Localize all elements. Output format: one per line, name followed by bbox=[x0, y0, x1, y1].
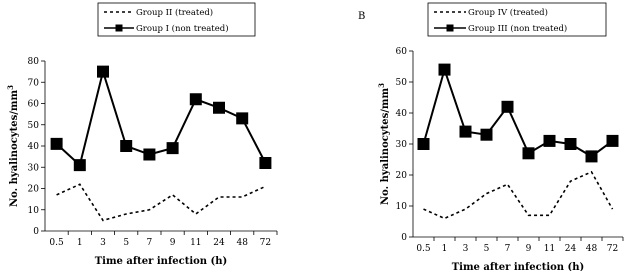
series-line-non-treated bbox=[57, 72, 266, 166]
legend-label: Group III (non treated) bbox=[468, 24, 568, 34]
y-tick-label: 80 bbox=[27, 57, 39, 67]
legend-label: Group IV (treated) bbox=[468, 8, 548, 18]
data-point-square bbox=[607, 135, 619, 147]
series-layer bbox=[418, 64, 619, 219]
data-point-square bbox=[418, 138, 430, 150]
data-point-square bbox=[259, 157, 271, 169]
x-tick-label: 72 bbox=[606, 244, 619, 254]
y-ticks bbox=[28, 57, 45, 237]
y-tick-label: 30 bbox=[27, 163, 39, 174]
x-tick-label: 7 bbox=[146, 238, 153, 248]
panel-label: B bbox=[358, 11, 366, 22]
data-point-square bbox=[120, 140, 132, 152]
series-line-treated bbox=[424, 172, 613, 219]
x-tick-label: 1 bbox=[76, 238, 83, 248]
y-tick-label: 40 bbox=[27, 142, 39, 152]
data-point-square bbox=[190, 93, 202, 105]
y-tick-label: 10 bbox=[27, 205, 39, 216]
y-tick-label: 40 bbox=[395, 109, 407, 119]
x-tick-label: 9 bbox=[169, 238, 176, 248]
y-tick-label: 30 bbox=[395, 140, 407, 150]
x-tick-label: 11 bbox=[543, 244, 556, 254]
x-tick-label: 0.5 bbox=[49, 238, 64, 248]
data-point-square bbox=[502, 101, 514, 113]
data-point-square bbox=[213, 102, 225, 114]
x-tick-label: 5 bbox=[123, 238, 130, 248]
x-tick-label: 72 bbox=[259, 238, 272, 248]
y-tick-label: 60 bbox=[27, 99, 39, 110]
series-line-non-treated bbox=[424, 70, 613, 157]
data-point-square bbox=[97, 66, 109, 78]
legend-label: Group I (non treated) bbox=[136, 24, 229, 34]
y-tick-label: 20 bbox=[395, 171, 407, 181]
data-point-square bbox=[236, 112, 248, 124]
data-point-square bbox=[565, 138, 577, 150]
legend-label: Group II (treated) bbox=[136, 8, 214, 18]
x-tick-label: 5 bbox=[483, 244, 490, 254]
x-ticks bbox=[416, 237, 623, 254]
legend-marker-square bbox=[447, 25, 454, 32]
data-point-square bbox=[167, 142, 179, 154]
x-tick-label: 11 bbox=[190, 238, 202, 248]
x-tick-label: 48 bbox=[236, 238, 248, 248]
chart-panel-b bbox=[358, 3, 623, 271]
x-tick-label: 3 bbox=[100, 238, 106, 248]
data-point-square bbox=[439, 64, 451, 76]
data-point-square bbox=[51, 138, 63, 150]
y-tick-label: 60 bbox=[395, 47, 407, 57]
x-ticks bbox=[49, 231, 277, 248]
chart-panel-a bbox=[6, 3, 277, 267]
x-tick-label: 7 bbox=[504, 244, 511, 254]
data-point-square bbox=[481, 129, 493, 141]
x-tick-label: 3 bbox=[462, 244, 469, 254]
y-tick-label: 50 bbox=[27, 120, 39, 131]
data-point-square bbox=[143, 149, 155, 161]
y-tick-label: 70 bbox=[27, 78, 39, 89]
x-tick-label: 24 bbox=[213, 238, 225, 248]
y-tick-label: 50 bbox=[395, 78, 407, 88]
series-layer bbox=[51, 66, 272, 221]
series-line-treated bbox=[57, 184, 266, 220]
y-axis-title: No. hyalinocytes/$mm^3$ bbox=[6, 85, 20, 207]
x-tick-label: 0.5 bbox=[416, 244, 431, 254]
x-tick-label: 9 bbox=[525, 244, 532, 254]
data-point-square bbox=[586, 150, 598, 162]
y-tick-label: 20 bbox=[27, 184, 39, 195]
data-point-square bbox=[74, 159, 86, 171]
x-tick-label: 48 bbox=[585, 244, 598, 254]
y-tick-label: 0 bbox=[33, 227, 39, 237]
y-tick-label: 0 bbox=[401, 233, 407, 243]
x-axis-title: Time after infection (h) bbox=[451, 262, 585, 271]
x-tick-label: 24 bbox=[564, 244, 577, 254]
x-axis-title: Time after infection (h) bbox=[94, 256, 228, 267]
y-ticks bbox=[396, 47, 413, 243]
y-axis-title: No. hyalinocytes/$mm^3$ bbox=[377, 83, 391, 205]
data-point-square bbox=[523, 147, 535, 159]
x-tick-label: 1 bbox=[441, 244, 448, 254]
y-tick-label: 10 bbox=[395, 202, 407, 212]
data-point-square bbox=[544, 135, 556, 147]
legend-marker-square bbox=[116, 25, 123, 32]
data-point-square bbox=[460, 126, 472, 138]
